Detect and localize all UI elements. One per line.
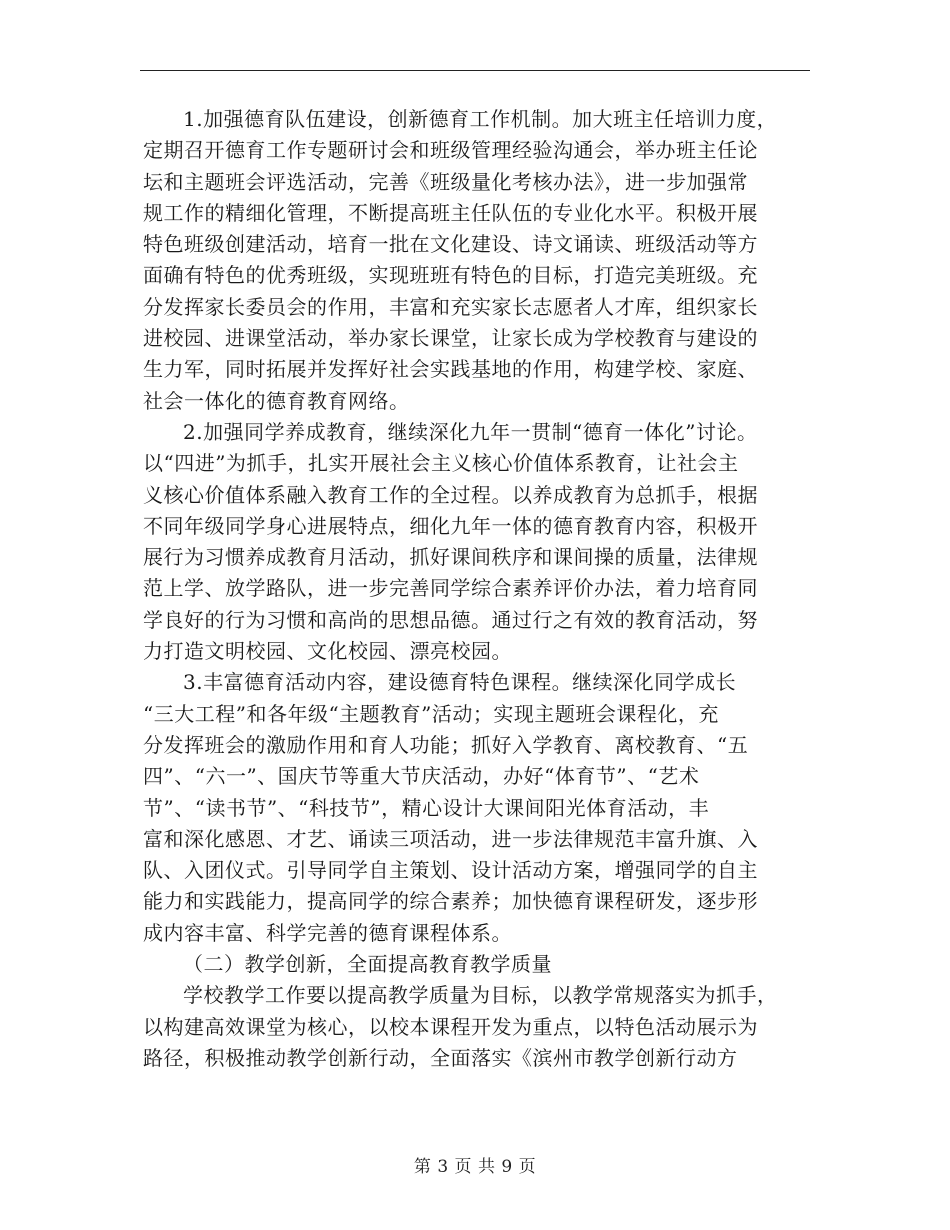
text-line: 分发挥家长委员会的作用，丰富和充实家长志愿者人才库，组织家长 <box>143 294 758 319</box>
text-line: 义核心价值体系融入教育工作的全过程。以养成教育为总抓手，根据 <box>143 482 758 507</box>
text-line: 1.加强德育队伍建设，创新德育工作机制。加大班主任培训力度， <box>183 107 778 131</box>
text-line: 以构建高效课堂为核心，以校本课程开发为重点，以特色活动展示为 <box>143 1014 758 1039</box>
text-line: 成内容丰富、科学完善的德育课程体系。 <box>143 920 512 945</box>
text-line: 能力和实践能力，提高同学的综合素养；加快德育课程研发，逐步形 <box>143 889 758 914</box>
body-text <box>143 104 811 1074</box>
text-line: 范上学、放学路队，进一步完善同学综合素养评价办法，着力培育同 <box>143 576 758 601</box>
text-line: 展行为习惯养成教育月活动，抓好课间秩序和课间操的质量，法律规 <box>143 545 758 570</box>
text-line: 规工作的精细化管理，不断提高班主任队伍的专业化水平。积极开展 <box>143 200 758 225</box>
text-line: 以“四进”为抓手，扎实开展社会主义核心价值体系教育，让社会主 <box>143 451 739 476</box>
text-line: 进校园、进课堂活动，举办家长课堂，让家长成为学校教育与建设的 <box>143 326 758 351</box>
text-line: 3.丰富德育活动内容，建设德育特色课程。继续深化同学成长 <box>183 670 737 695</box>
text-line: 力打造文明校园、文化校园、漂亮校园。 <box>143 639 512 664</box>
text-line: 面确有特色的优秀班级，实现班班有特色的目标，打造完美班级。充 <box>143 263 758 288</box>
text-line: 路径，积极推动教学创新行动，全面落实《滨州市教学创新行动方 <box>143 1045 738 1070</box>
text-line: 队、入团仪式。引导同学自主策划、设计活动方案，增强同学的自主 <box>143 858 758 883</box>
text-line: 定期召开德育工作专题研讨会和班级管理经验沟通会，举办班主任论 <box>143 138 758 163</box>
section-heading: （二）教学创新，全面提高教育教学质量 <box>183 952 552 977</box>
text-line: “三大工程”和各年级“主题教育”活动；实现主题班会课程化，充 <box>143 701 719 726</box>
text-line: 节”、“读书节”、“科技节”，精心设计大课间阳光体育活动，丰 <box>143 795 710 820</box>
text-line: 2.加强同学养成教育，继续深化九年一贯制“德育一体化”讨论。 <box>183 419 758 444</box>
text-line: 学良好的行为习惯和高尚的思想品德。通过行之有效的教育活动，努 <box>143 607 758 632</box>
text-line: 富和深化感恩、才艺、诵读三项活动，进一步法律规范丰富升旗、入 <box>143 826 758 851</box>
text-line: 生力军，同时拓展并发挥好社会实践基地的作用，构建学校、家庭、 <box>143 357 758 382</box>
text-line: 四”、“六一”、国庆节等重大节庆活动，办好“体育节”、“艺术 <box>143 764 700 789</box>
text-line: 分发挥班会的激励作用和育人功能；抓好入学教育、离校教育、“五 <box>143 732 749 757</box>
page-number-footer: 第 3 页 共 9 页 <box>413 1157 537 1177</box>
text-line: 坛和主题班会评选活动，完善《班级量化考核办法》，进一步加强常 <box>143 169 748 194</box>
header-rule <box>140 70 810 71</box>
text-line: 社会一体化的德育教育网络。 <box>143 388 410 413</box>
text-line: 不同年级同学身心进展特点，细化九年一体的德育教育内容，积极开 <box>143 513 758 538</box>
text-line: 特色班级创建活动，培育一批在文化建设、诗文诵读、班级活动等方 <box>143 232 758 257</box>
text-line: 学校教学工作要以提高教学质量为目标，以教学常规落实为抓手， <box>183 983 778 1008</box>
